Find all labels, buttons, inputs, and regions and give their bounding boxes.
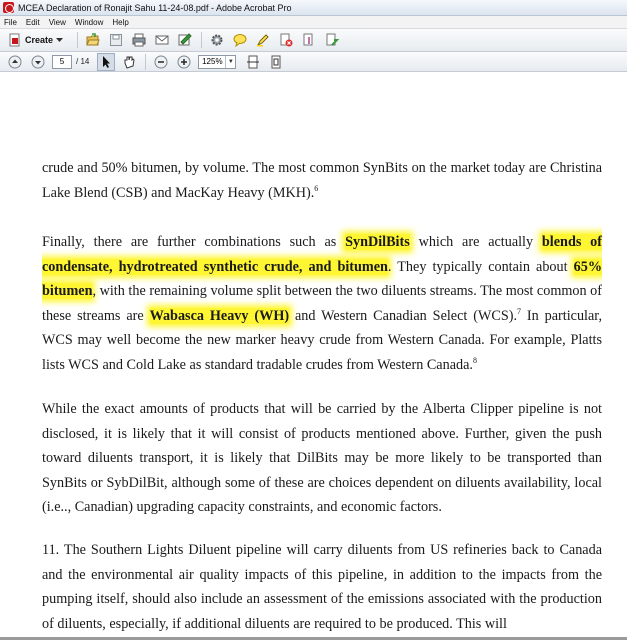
toolbar-separator (201, 32, 202, 48)
paragraph-4: 11. The Southern Lights Diluent pipeline will carry diluents from US refineries back to Canada and the environmental air quality impacts of this pipeline, in addition to the impacts from the pumping itself, should also include an assessment of the emissions associated with the production of diluents, especially, if additional diluents are required to be produced. This will (42, 542, 602, 632)
cursor-arrow-icon (99, 55, 113, 69)
zoom-in-icon (177, 55, 191, 69)
zoom-in-button[interactable] (175, 53, 193, 71)
settings-button[interactable] (208, 31, 226, 49)
paragraph-1-text: crude and 50% bitumen, by volume. The most common SynBits on the market today are Christina Lake Blend (CSB) and MacKay Heavy (MKH). (42, 160, 602, 201)
title-bar (0, 0, 627, 16)
zoom-dropdown[interactable] (198, 55, 236, 69)
save-button[interactable] (107, 31, 125, 49)
highlight-wabasca-heavy: Wabasca Heavy (WH) (149, 307, 290, 324)
fit-width-button[interactable] (244, 53, 262, 71)
sign-button[interactable] (176, 31, 194, 49)
menu-file[interactable]: File (4, 17, 17, 27)
highlight-button[interactable] (254, 31, 272, 49)
paragraph-2-text: . They typically contain about (387, 258, 574, 275)
save-icon (109, 33, 123, 47)
paragraph-2-text: Finally, there are further combinations such as (42, 234, 346, 250)
attach-icon (302, 33, 316, 47)
attach-button[interactable] (300, 31, 318, 49)
fit-width-icon (246, 55, 260, 69)
paragraph-2-text: which are actually (409, 234, 542, 250)
print-icon (132, 33, 146, 47)
delete-button[interactable] (277, 31, 295, 49)
highlight-blends: blends of condensate, hydrotreated synthetic crude, and bitumen (42, 234, 602, 275)
page-total: / 14 (76, 57, 90, 66)
window-title: MCEA Declaration of Ronajit Sahu 11-24-08.pdf - Adobe Acrobat Pro (18, 2, 292, 13)
open-button[interactable] (84, 31, 102, 49)
delete-icon (279, 33, 293, 47)
paragraph-2 (42, 230, 602, 377)
acrobat-app-icon (3, 2, 14, 13)
footnote-ref: 6 (314, 183, 319, 193)
menu-view[interactable]: View (48, 17, 66, 27)
menu-window[interactable]: Window (74, 17, 104, 27)
highlight-icon (256, 33, 270, 47)
chevron-down-icon (56, 38, 63, 43)
hand-icon (122, 55, 136, 69)
open-folder-icon (86, 33, 100, 47)
sign-icon (178, 33, 192, 47)
highlight-syndilbits: SynDilBits (345, 234, 410, 250)
navigation-toolbar (0, 52, 627, 72)
create-pdf-icon (8, 33, 22, 47)
next-page-button[interactable] (29, 53, 47, 71)
highlight-65-bitumen: 65% bitumen (42, 258, 602, 299)
chevron-down-icon: ▼ (225, 56, 235, 68)
email-button[interactable] (153, 31, 171, 49)
print-button[interactable] (130, 31, 148, 49)
arrow-up-circle-icon (8, 55, 22, 69)
settings-gear-icon (210, 33, 224, 47)
email-icon (155, 33, 169, 47)
menu-edit[interactable]: Edit (25, 17, 40, 27)
document-view[interactable] (0, 73, 627, 640)
menu-bar (0, 16, 627, 29)
paragraph-2-text: , with the remaining volume split between the two diluents streams. The most common of these streams are (42, 283, 602, 324)
toolbar-separator (145, 54, 146, 70)
paragraph-2-text: In particular, WCS may well become the new marker heavy crude from Western Canada. For example, Platts lists WCS and Cold Lake as standard tradable crudes from Western Canada. (42, 307, 602, 373)
paragraph-2-text: and Western Canadian Select (WCS). (289, 307, 518, 324)
page-number-input[interactable] (52, 55, 72, 69)
create-button[interactable] (6, 31, 67, 49)
share-icon (325, 33, 339, 47)
select-tool-button[interactable] (97, 53, 115, 71)
zoom-out-icon (154, 55, 168, 69)
share-button[interactable] (323, 31, 341, 49)
create-label: Create (25, 35, 54, 45)
zoom-out-button[interactable] (152, 53, 170, 71)
toolbar-separator (77, 32, 78, 48)
footnote-ref: 8 (472, 355, 477, 365)
comment-button[interactable] (231, 31, 249, 49)
paragraph-3: While the exact amounts of products that will be carried by the Alberta Clipper pipeline is not disclosed, it is likely that it will consist of products mentioned above. Further, given the push toward diluents transport, it is likely that DilBits may be more likely to be transported than SynBits or SybDilBit, although some of these are choices dependent on diluents availability, local (i.e.., Canadian) upgrading capacity constraints, and economic factors. (42, 401, 602, 515)
hand-tool-button[interactable] (120, 53, 138, 71)
arrow-down-circle-icon (31, 55, 45, 69)
zoom-value: 125% (202, 57, 223, 66)
paragraph-1 (42, 156, 602, 205)
fit-page-icon (269, 55, 283, 69)
fit-page-button[interactable] (267, 53, 285, 71)
previous-page-button[interactable] (6, 53, 24, 71)
menu-help[interactable]: Help (112, 17, 129, 27)
main-toolbar (0, 29, 627, 52)
footnote-ref: 7 (517, 306, 522, 316)
comment-icon (233, 33, 247, 47)
